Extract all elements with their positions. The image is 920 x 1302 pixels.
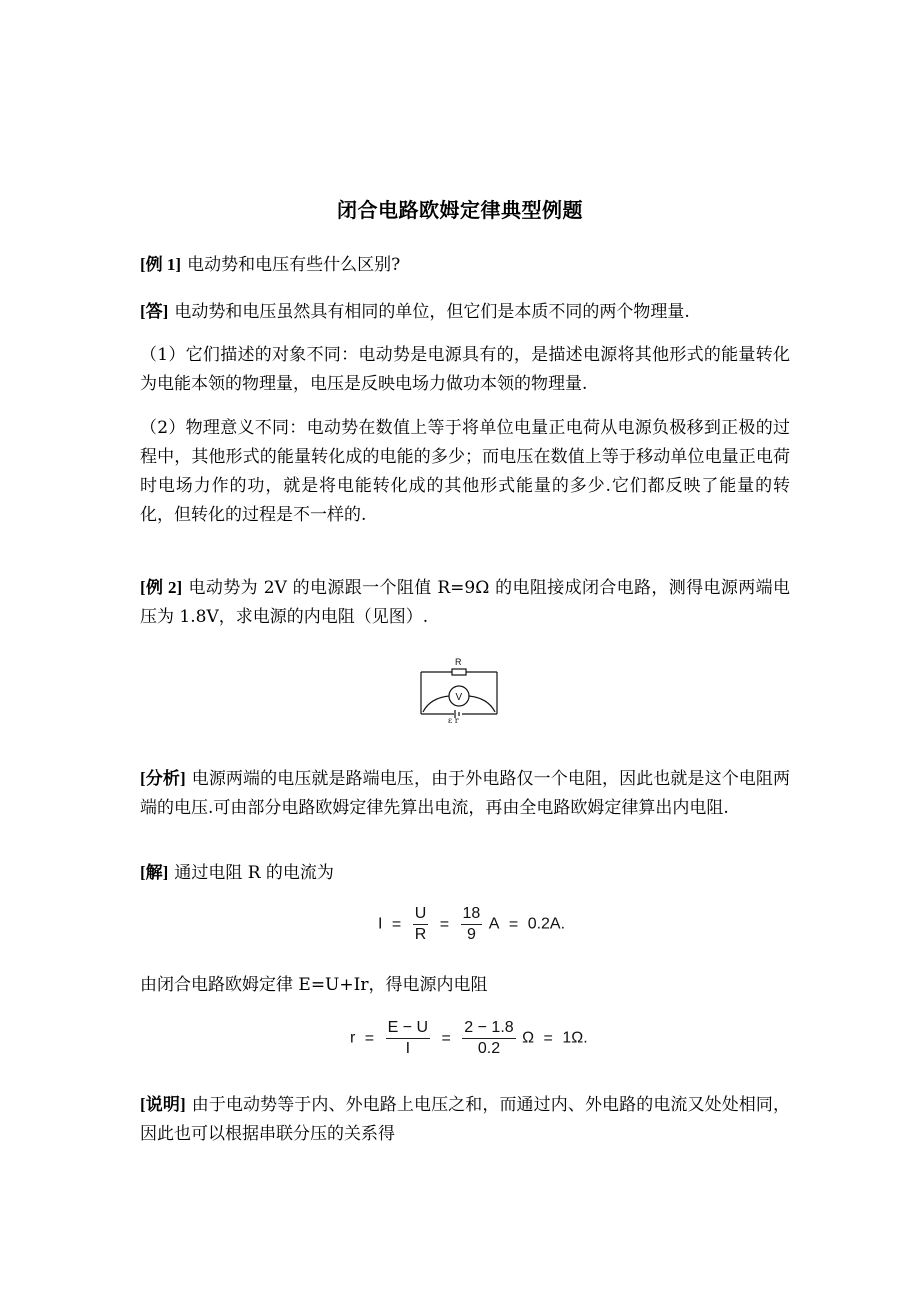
note-text: 由于电动势等于内、外电路上电压之和，而通过内、外电路的电流又处处相同，因此也可以根据串联分压的关系得 [140,1095,791,1144]
formula1-num2: 18 [461,905,483,925]
resistor-label: R [455,657,462,667]
formula1-fraction-2 [461,905,483,944]
formula1-fraction-1 [413,905,429,944]
formula1-den2: 9 [466,926,476,943]
solution [140,858,790,888]
formula2-num2: 2 − 1.8 [462,1019,515,1039]
example2-question [140,573,790,632]
example1-question [140,250,790,280]
example1-question-text: 电动势和电压有些什么区别? [187,255,401,275]
formula2-fraction-1 [386,1019,430,1058]
formula2-num1: E − U [386,1019,430,1039]
analysis [140,764,790,823]
note [140,1090,790,1149]
answer-tag: [答] [140,302,169,321]
formula2-lhs: r [350,1029,356,1047]
answer-point-1: （1）它们描述的对象不同：电动势是电源具有的，是描述电源将其他形式的能量转化为电能本领的物理量，电压是反映电场力做功本领的物理量. [140,345,790,394]
page-title: 闭合电路欧姆定律典型例题 [337,198,583,222]
formula2-den1: I [405,1040,411,1057]
answer-text: 电动势和电压虽然具有相同的单位，但它们是本质不同的两个物理量. [174,302,690,322]
example2-question-text: 电动势为 2V 的电源跟一个阻值 R=9Ω 的电阻接成闭合电路，测得电源两端电压为 1.8V，求电源的内电阻（见图）. [140,578,790,627]
formula1-den1: R [414,926,427,943]
resistor-symbol [452,669,466,675]
formula2-den2: 0.2 [477,1040,501,1057]
formula1-num1: U [413,905,429,925]
example1-answer [140,297,790,327]
solution-intro: 通过电阻 R 的电流为 [174,863,334,883]
note-tag: [说明] [140,1095,186,1114]
formula1-result: 0.2A. [527,915,566,933]
voltmeter-label: V [455,692,463,703]
formula2-fraction-2 [462,1019,515,1058]
solution-tag: [解] [140,863,169,882]
analysis-text: 电源两端的电压就是路端电压，由于外电路仅一个电阻，因此也就是这个电阻两端的电压.可由部分电路欧姆定律先算出电流，再由全电路欧姆定律算出内电阻. [140,769,791,818]
step2: 由闭合电路欧姆定律 E=U+Ir，得电源内电阻 [140,975,488,995]
analysis-tag: [分析] [140,769,186,788]
source-label: ε r [448,716,459,724]
circuit-diagram [418,654,500,724]
example2-tag: [例 2] [140,578,183,597]
formula2-unit: Ω [522,1029,535,1047]
formula2-result: 1Ω. [562,1029,588,1047]
example1-tag: [例 1] [140,255,182,274]
formula1-unit: A [488,915,500,933]
formula1-lhs: I [378,915,383,933]
answer-point-2: （2）物理意义不同：电动势在数值上等于将单位电量正电荷从电源负极移到正极的过程中，其他形式的能量转化成的电能的多少；而电压在数值上等于移动单位电量正电荷时电场力作的功，就是将电能转化成的其他形式能量的多少.它们都反映了能量的转化，但转化的过程是不一样的. [140,418,790,525]
formula-current: I = $\frac{U}{R}$ = $\frac{18}{9}$ A = 0.2A. [378,905,566,943]
formula-internal-resistance: r = $\frac{E - U}{I}$ = $\frac{2 - 1.8}{0.2}$ Ω = 1Ω. [350,1019,588,1057]
